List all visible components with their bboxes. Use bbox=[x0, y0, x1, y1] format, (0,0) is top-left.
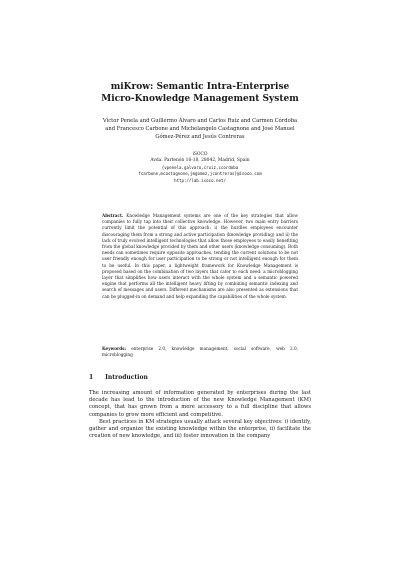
abstract-text: Knowledge Management systems are one of the key strategies that allow companies to fully tap into their collective knowledge. However, two main entry barriers currently limit the potential of this approach: i) the hurdles employees encounter discouraging them from a strong and active participation (knowledge providing) and ii) the lack of truly evolved intelligent technologies that allow those employees to easily benefiting from the global knowledge provided by them and other users (knowledge consuming). Both needs can sometimes require opposite approaches, tending the current solutions to be not user friendly enough for user participation to be strong or not intelligent enough for them to be useful. In this paper, a lightweight framework for Knowledge Management is proposed based on the combination of two layers that cater to each need: a microblogging layer that simplifies how users interact with the whole system and a semantic powered engine that performs all the intelligent heavy lifting by combining semantic indexing and search of messages and users. Different mechanisms are also presented as extensions that can be plugged-in on demand and help expanding the capabilities of the whole system. bbox=[102, 213, 298, 299]
affiliation-block bbox=[80, 152, 320, 184]
section-title: Introduction bbox=[105, 374, 148, 381]
title-line: Micro-Knowledge Management System bbox=[101, 94, 299, 104]
paragraph: Best practices in KM strategies usually attack several key objectives: i) identify, gather and organize the existing knowledge within the enterprise, ii) facilitate the creation of new knowledge, and iii) foster innovation in the company bbox=[89, 418, 311, 440]
author-list bbox=[72, 117, 328, 141]
author-line: Gómez-Pérez and Jesús Contreras bbox=[155, 134, 245, 140]
title-line: miKrow: Semantic Intra-Enterprise bbox=[110, 82, 290, 92]
keywords-label: Keywords: bbox=[102, 346, 127, 351]
affiliation-org: iSOCO bbox=[192, 152, 208, 157]
paper-title bbox=[60, 81, 340, 105]
keywords-text: enterprise 2.0, knowledge management, social software, web 2.0, microblogging bbox=[102, 346, 298, 358]
author-line: Víctor Penela and Guillermo Álvaro and Carlos Ruiz and Carmen Córdoba bbox=[102, 118, 298, 124]
affiliation-email: {vpenela,galvaro,cruiz,ccordoba bbox=[161, 164, 239, 170]
section-heading bbox=[89, 374, 311, 382]
body-text bbox=[89, 390, 311, 440]
abstract-label: Abstract. bbox=[102, 213, 124, 218]
affiliation-address: Avda. Partenón 16-18, 28042, Madrid, Spain bbox=[150, 158, 250, 164]
paragraph: The increasing amount of information generated by enterprises during the last decade has lead to the introduction of the new Knowledge Management (KM) concept, that has grown from a mere accessory to a full discipline that allows companies to grow more efficient and competitive. bbox=[89, 390, 311, 418]
affiliation-email: fcarbone,mcastagnone,jmgomez,jcontreras}@isoco.com bbox=[138, 171, 262, 177]
affiliation-url: http://lab.isoco.net/ bbox=[174, 177, 226, 183]
keywords bbox=[102, 346, 298, 358]
abstract bbox=[102, 213, 298, 300]
author-line: and Francesco Carbone and Michelangelo Castagnone and José Manuel bbox=[105, 126, 295, 132]
section-number: 1 bbox=[89, 374, 94, 381]
